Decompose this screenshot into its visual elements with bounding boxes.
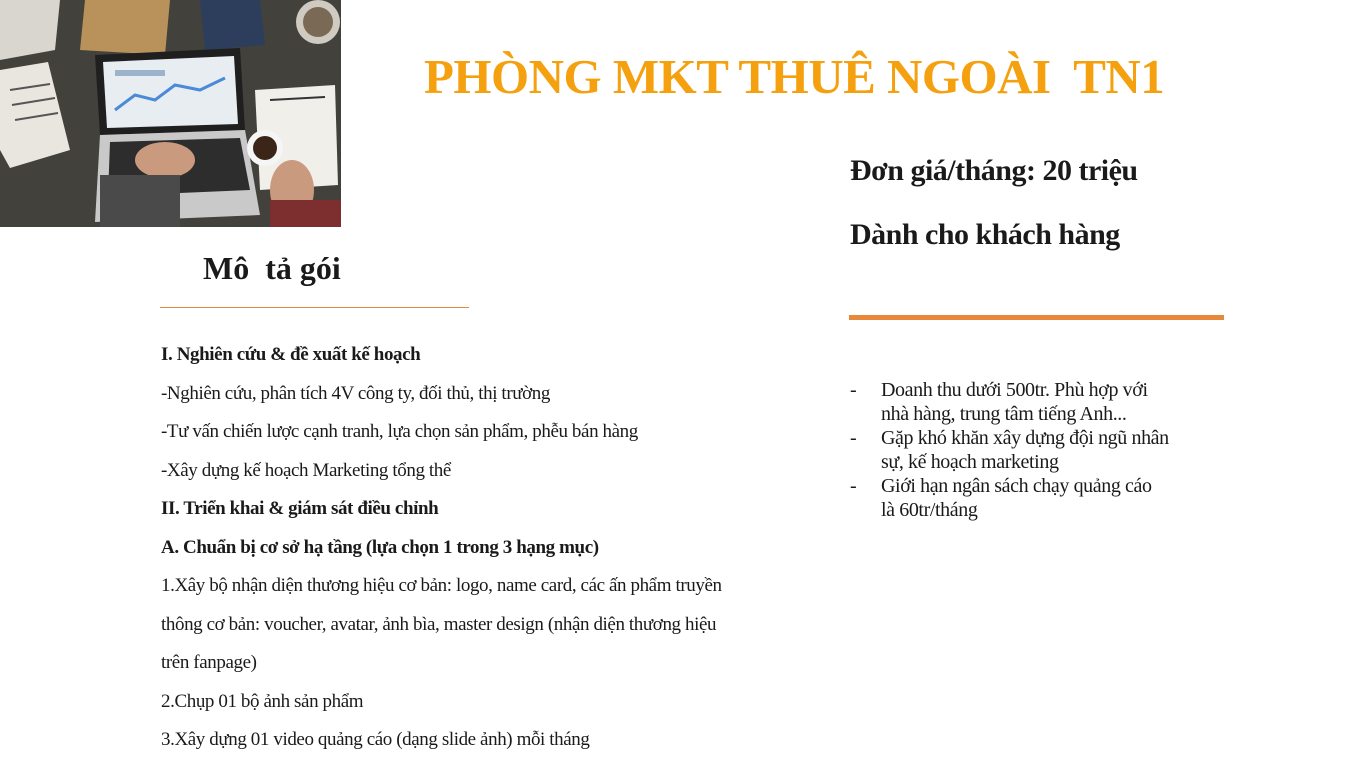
- content-line: -Nghiên cứu, phân tích 4V công ty, đối thủ, thị trường: [161, 382, 550, 404]
- content-line: -Tư vấn chiến lược cạnh tranh, lựa chọn sản phẩm, phễu bán hàng: [161, 421, 638, 442]
- list-item-line: là 60tr/tháng: [881, 499, 978, 521]
- content-line: A. Chuẩn bị cơ sở hạ tầng (lựa chọn 1 trong 3 hạng mục): [161, 536, 599, 558]
- list-item-line: nhà hàng, trung tâm tiếng Anh...: [881, 403, 1127, 425]
- bullet-dash: -: [850, 475, 857, 497]
- content-line: I. Nghiên cứu & đề xuất kế hoạch: [161, 344, 421, 365]
- description-heading: Mô tả gói: [203, 250, 341, 286]
- content-line: 2.Chụp 01 bộ ảnh sản phẩm: [161, 690, 364, 712]
- list-item-line: Gặp khó khăn xây dựng đội ngũ nhân: [881, 427, 1169, 449]
- bullet-dash: -: [850, 427, 857, 449]
- list-item-line: Giới hạn ngân sách chạy quảng cáo: [881, 475, 1152, 497]
- audience-heading: Dành cho khách hàng: [850, 218, 1120, 251]
- content-line: 3.Xây dựng 01 video quảng cáo (dạng slide ảnh) mỗi tháng: [161, 729, 590, 750]
- description-divider: [160, 307, 469, 308]
- list-item: [850, 426, 1210, 474]
- list-item: [850, 378, 1210, 426]
- list-item-line: sự, kế hoạch marketing: [881, 451, 1059, 473]
- content-line: 1.Xây bộ nhận diện thương hiệu cơ bản: logo, name card, các ấn phẩm truyền: [161, 575, 722, 596]
- content-line: II. Triển khai & giám sát điều chỉnh: [161, 498, 439, 519]
- content-line: thông cơ bản: voucher, avatar, ảnh bìa, master design (nhận diện thương hiệu: [161, 613, 717, 635]
- audience-list: [850, 378, 1210, 522]
- content-line: trên fanpage): [161, 652, 257, 673]
- package-description: [161, 336, 801, 760]
- list-item: [850, 474, 1210, 522]
- content-line: -Xây dựng kế hoạch Marketing tổng thể: [161, 459, 451, 481]
- page-title: PHÒNG MKT THUÊ NGOÀI TN1: [424, 49, 1165, 104]
- bullet-dash: -: [850, 379, 857, 401]
- list-item-line: Doanh thu dưới 500tr. Phù hợp với: [881, 379, 1148, 401]
- price-label: Đơn giá/tháng: 20 triệu: [850, 154, 1138, 187]
- workspace-photo: [0, 0, 341, 227]
- audience-divider: [849, 315, 1224, 320]
